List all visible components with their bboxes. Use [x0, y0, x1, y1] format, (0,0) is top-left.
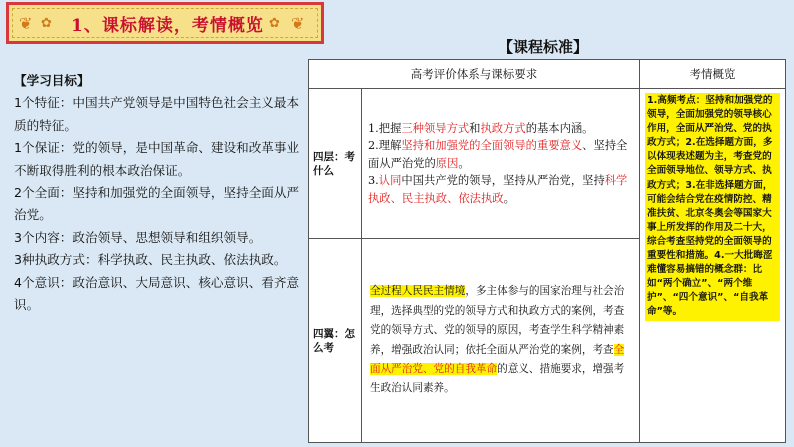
- exam-overview-cell: [640, 89, 786, 443]
- row-label-how: 四翼：怎么考: [309, 239, 362, 443]
- requirements-cell: [362, 89, 640, 239]
- objective-item: 3种执政方式：科学执政、民主执政、依法执政。: [14, 252, 287, 268]
- requirement-line-2: 2.理解坚持和加强党的全面领导的重要意义、坚持全面从严治党的原因。: [368, 139, 628, 170]
- objective-item: 3个内容：政治领导、思想领导和组织领导。: [14, 229, 262, 245]
- row-label-what: 四层：考什么: [309, 89, 362, 239]
- flourish-icon: ✿: [269, 16, 280, 31]
- objective-item: 2个全面：坚持和加强党的全面领导，坚持全面从严治党。: [14, 185, 300, 223]
- requirement-line-3: 3.认同中国共产党的领导，坚持从严治党，坚持科学执政、民主执政、依法执政。: [368, 174, 628, 205]
- section-banner: [6, 2, 324, 44]
- header-exam-overview: 考情概览: [640, 60, 786, 89]
- requirement-line-1: 1.把握三种领导方式和执政方式的基本内涵。: [368, 121, 594, 135]
- header-requirements: 高考评价体系与课标要求: [309, 60, 640, 89]
- flourish-icon: ❦: [291, 14, 305, 33]
- standard-title: 【课程标准】: [498, 38, 589, 56]
- objective-item: 1个特征：中国共产党领导是中国特色社会主义最本质的特征。: [14, 95, 300, 133]
- assessment-cell: 全过程人民民主情境，多主体参与的国家治理与社会治理，选择典型的党的领导方式和执政方式的案例，考查党的领导方式、党的领导的原因，考查学生科学精神素养，增强政治认同；依托全面从严治党的案例，考查全面从严治党、党的自我革命的意义、措施要求，增强考生政治认同素养。: [362, 239, 640, 443]
- flourish-icon: ❦: [19, 14, 33, 33]
- objective-item: 4个意识：政治意识、大局意识、核心意识、看齐意识。: [14, 274, 300, 313]
- curriculum-standard-table: [308, 59, 786, 443]
- learning-objectives: [14, 70, 304, 316]
- flourish-icon: ✿: [41, 16, 52, 31]
- objectives-heading: 【学习目标】: [14, 73, 90, 88]
- objective-item: 1个保证：党的领导，是中国革命、建设和改革事业不断取得胜利的根本政治保证。: [14, 140, 300, 178]
- banner-title: 1、课标解读，考情概览: [71, 15, 264, 36]
- exam-overview-text: 1.高频考点：坚持和加强党的领导，全面加强党的领导核心作用，全面从严治党、党的执政方式；2.在选择题方面，多以体现表述题为主，考查党的全面领导地位、领导方式、执政方式；3.在非选择题方面，可能会结合党在疫情防控、精准扶贫、北京冬奥会等国家大事上所发挥的作用及二十大，综合考查坚持党的全面领导的重要性和措施。4.一大批晦涩难懂容易搞错的概念群：比如“两个确立”、“两个维护”、“四个意识”、“自我革命”等。: [645, 93, 780, 321]
